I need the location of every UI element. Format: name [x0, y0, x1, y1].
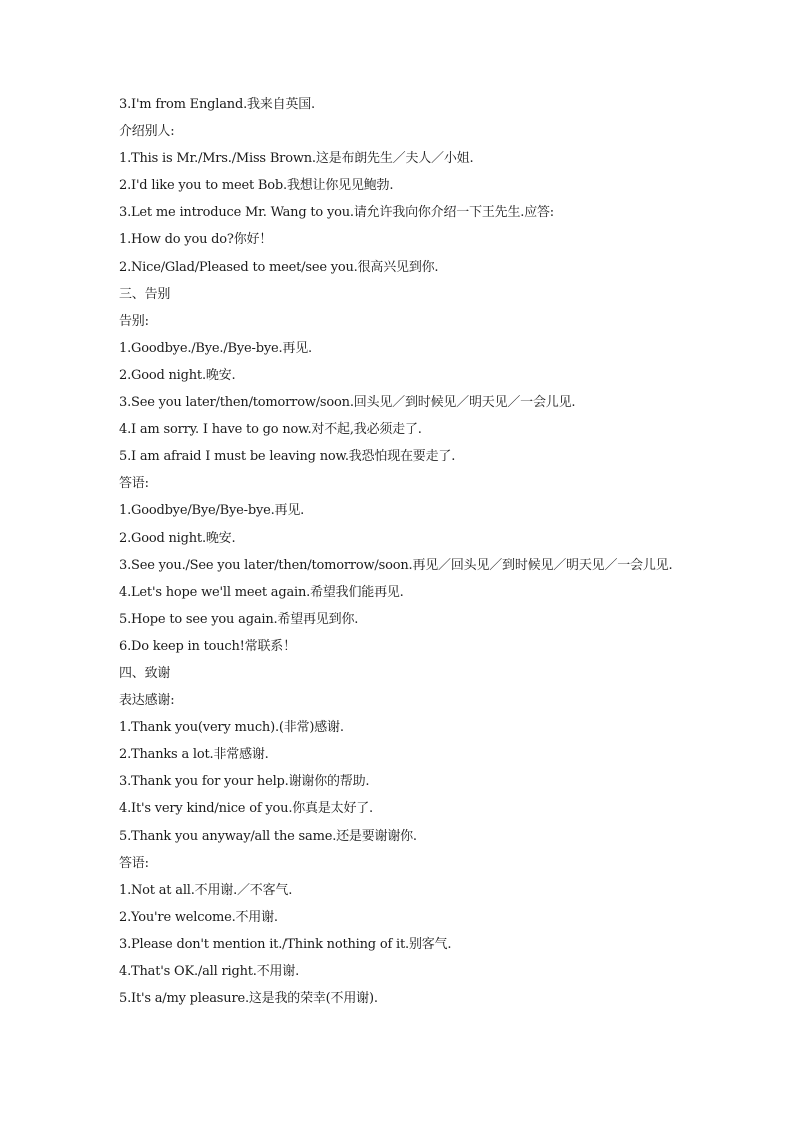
- farewell-reply-2: 2.Good night.晚安.: [119, 530, 236, 546]
- thanks-reply-1: 1.Not at all.不用谢.／不客气.: [119, 882, 293, 898]
- farewell-item-2: 2.Good night.晚安.: [119, 367, 236, 383]
- intro-item-3: 3.Let me introduce Mr. Wang to you.请允许我向你介绍一下王先生.应答:: [119, 205, 554, 221]
- document-body: [119, 95, 739, 1016]
- farewell-item-5: 5.I am afraid I must be leaving now.我恐怕现在要走了.: [119, 449, 456, 465]
- intro-item-1: 1.This is Mr./Mrs./Miss Brown.这是布朗先生／夫人／小姐.: [119, 151, 474, 167]
- subheading-introduce-others: 介绍别人:: [119, 124, 175, 140]
- farewell-reply-6: 6.Do keep in touch!常联系！: [119, 638, 296, 654]
- line-continuation-item-3: 3.I'm from England.我来自英国.: [119, 97, 315, 112]
- thanks-item-3: 3.Thank you for your help.谢谢你的帮助.: [119, 774, 370, 790]
- farewell-item-3: 3.See you later/then/tomorrow/soon.回头见／到时候见／明天见／一会儿见.: [119, 395, 576, 411]
- thanks-item-5: 5.Thank you anyway/all the same.还是要谢谢你.: [119, 828, 417, 844]
- subheading-farewell: 告别:: [119, 313, 149, 329]
- thanks-reply-5: 5.It's a/my pleasure.这是我的荣幸(不用谢).: [119, 991, 378, 1007]
- thanks-reply-4: 4.That's OK./all right.不用谢.: [119, 964, 300, 979]
- thanks-reply-2: 2.You're welcome.不用谢.: [119, 909, 278, 925]
- subheading-thanks-replies: 答语:: [119, 855, 149, 871]
- farewell-reply-5: 5.Hope to see you again.希望再见到你.: [119, 611, 359, 627]
- farewell-reply-3: 3.See you./See you later/then/tomorrow/soon.再见／回头见／到时候见／明天见／一会儿见.: [119, 557, 673, 573]
- section-heading-thanks: 四、致谢: [119, 665, 171, 681]
- intro-reply-1: 1.How do you do?你好！: [119, 232, 273, 248]
- thanks-item-4: 4.It's very kind/nice of you.你真是太好了.: [119, 801, 373, 817]
- subheading-express-thanks: 表达感谢:: [119, 693, 175, 709]
- thanks-item-1: 1.Thank you(very much).(非常)感谢.: [119, 720, 344, 736]
- farewell-reply-4: 4.Let's hope we'll meet again.希望我们能再见.: [119, 584, 404, 600]
- section-heading-farewell: 三、告别: [119, 286, 171, 302]
- thanks-reply-3: 3.Please don't mention it./Think nothing of it.别客气.: [119, 936, 452, 952]
- subheading-farewell-replies: 答语:: [119, 476, 149, 492]
- farewell-item-1: 1.Goodbye./Bye./Bye-bye.再见.: [119, 340, 312, 356]
- intro-reply-2: 2.Nice/Glad/Pleased to meet/see you.很高兴见到你.: [119, 259, 439, 275]
- intro-item-2: 2.I'd like you to meet Bob.我想让你见见鲍勃.: [119, 178, 394, 194]
- farewell-item-4: 4.I am sorry. I have to go now.对不起,我必须走了.: [119, 422, 422, 438]
- farewell-reply-1: 1.Goodbye/Bye/Bye-bye.再见.: [119, 503, 305, 519]
- thanks-item-2: 2.Thanks a lot.非常感谢.: [119, 747, 269, 763]
